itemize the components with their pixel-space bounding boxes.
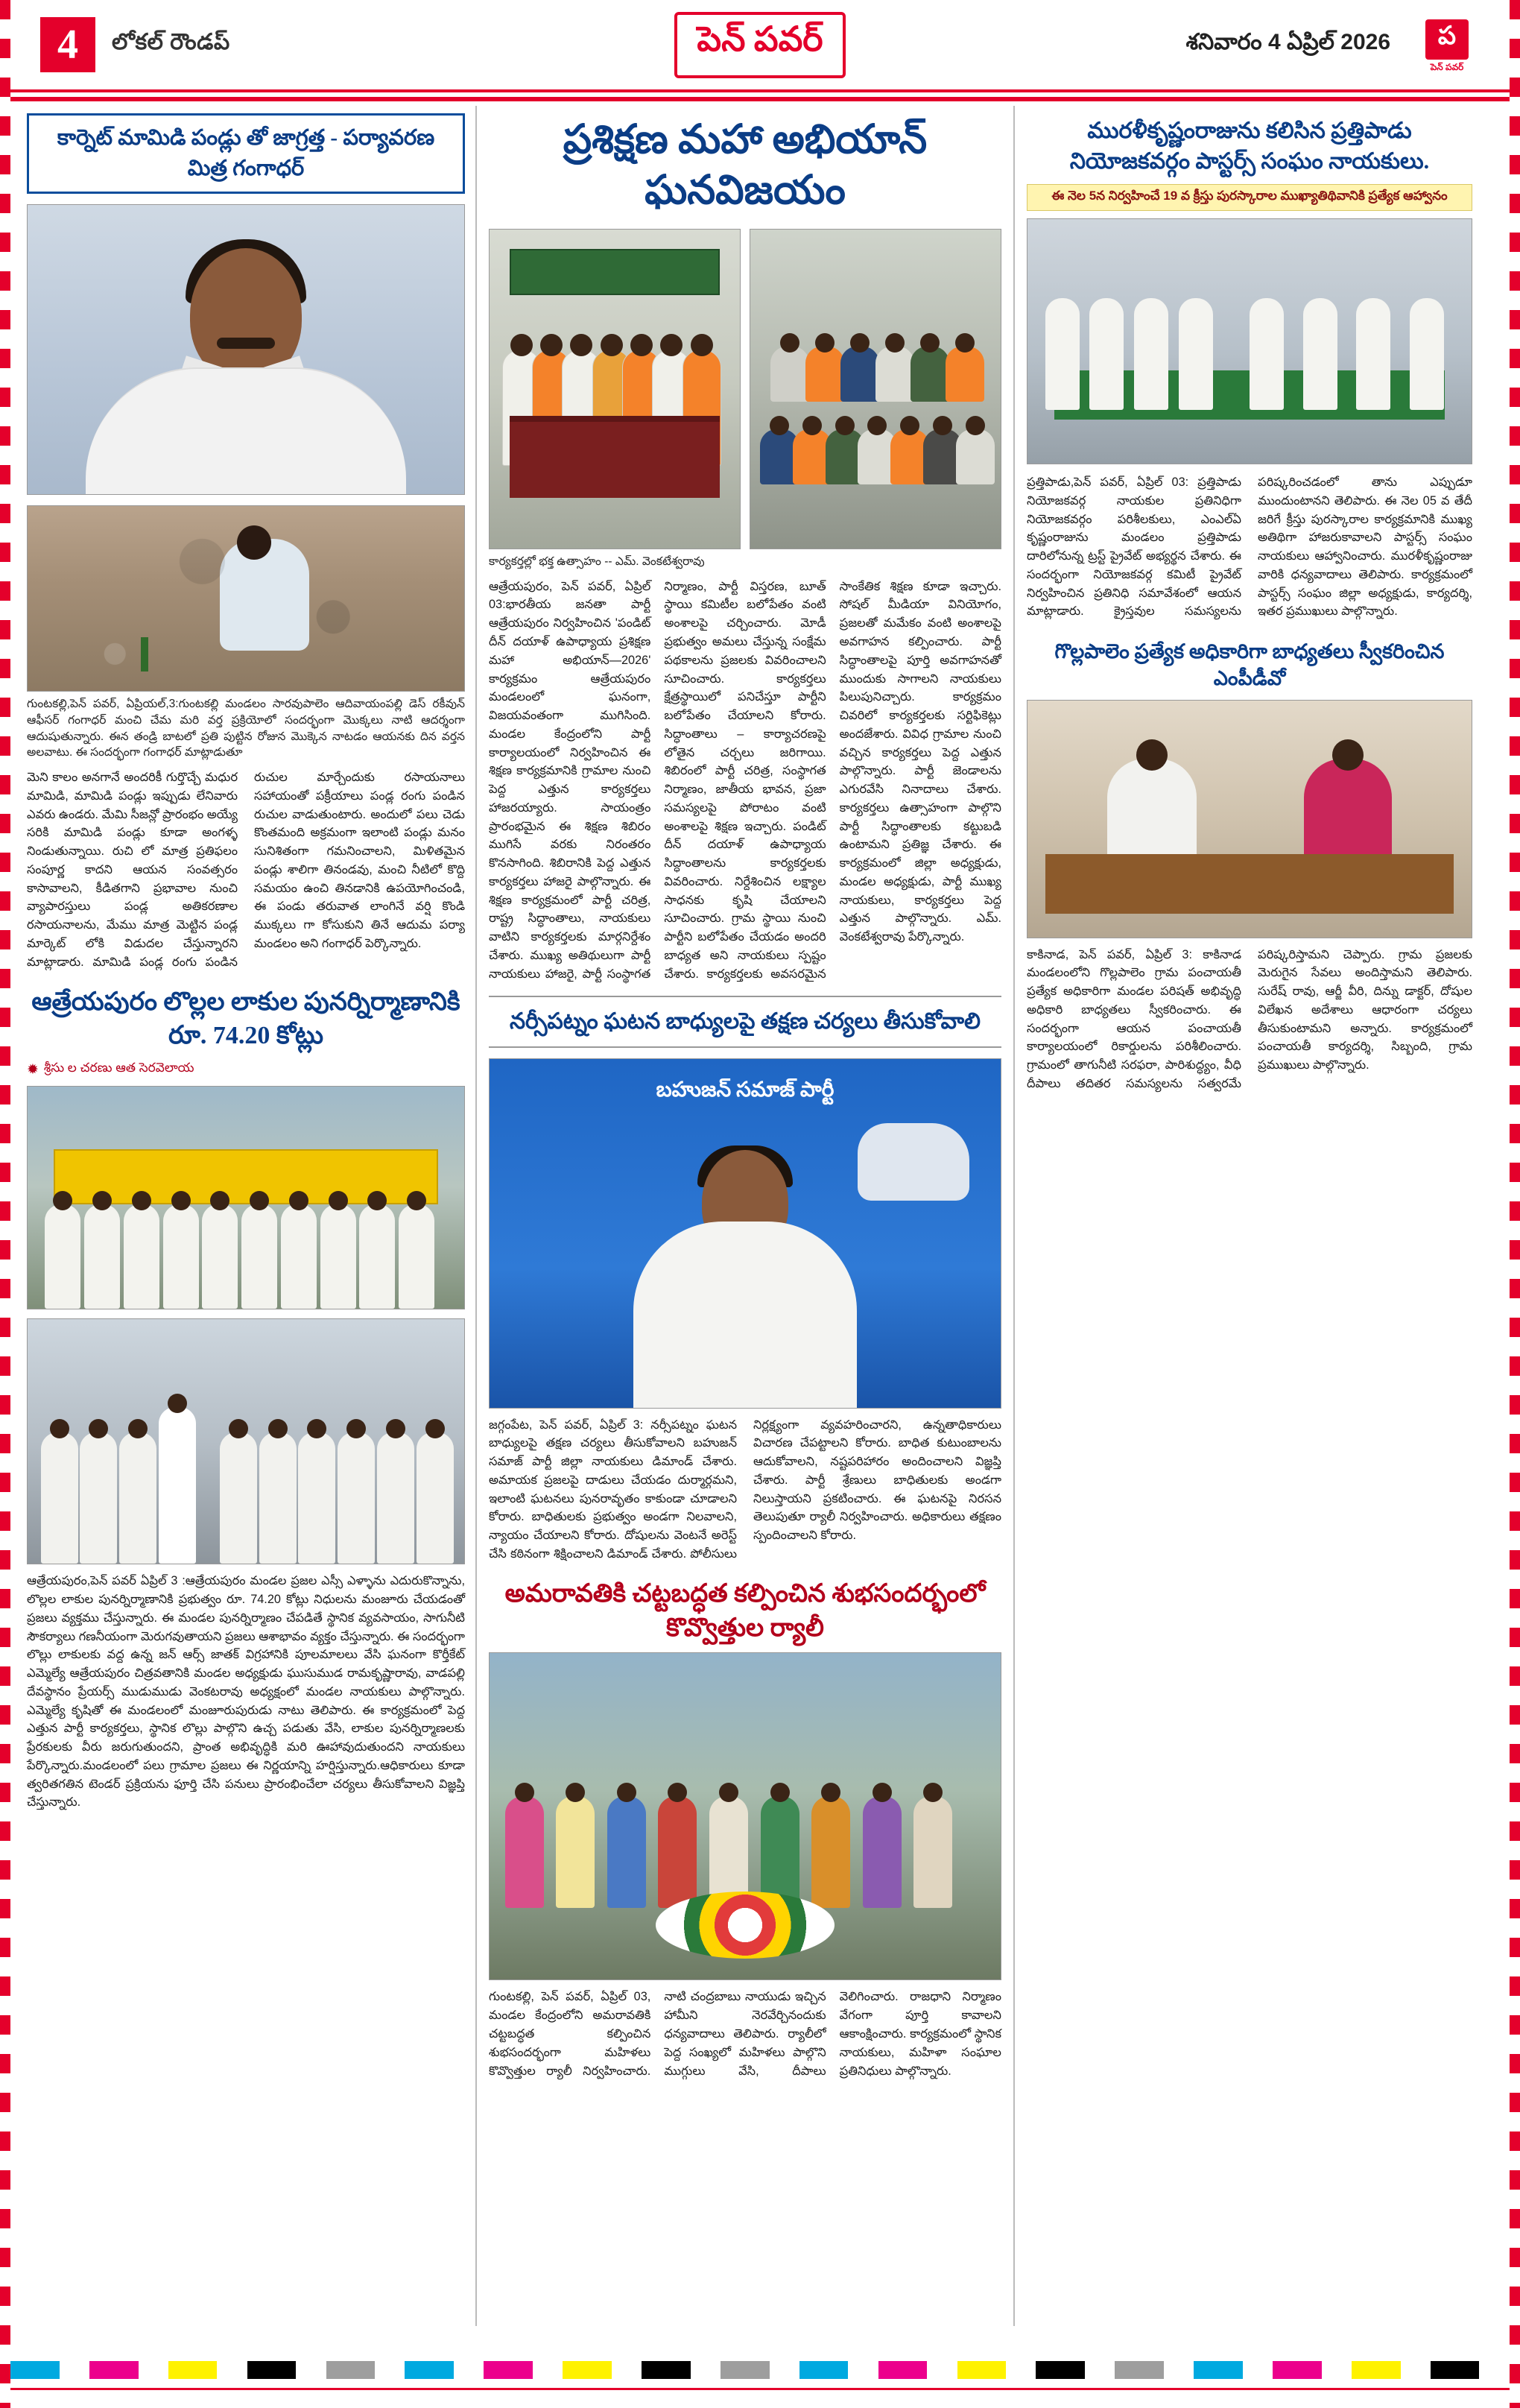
crowd-person bbox=[377, 1432, 414, 1564]
logo-text: పెన్ పవర్ bbox=[1430, 62, 1464, 72]
pastor-person bbox=[1303, 298, 1337, 410]
stage-person-head bbox=[540, 334, 563, 356]
audience-person bbox=[770, 347, 809, 402]
rangoli-design bbox=[656, 1892, 835, 1959]
color-swatch bbox=[721, 2361, 770, 2379]
middle-column bbox=[477, 106, 1013, 2326]
audience-person-head bbox=[850, 333, 870, 353]
left-article-2-body bbox=[27, 1572, 465, 1812]
right-article-2-paragraph: కాకినాడ, పెన్ పవర్, ఏప్రిల్ 3: కాకినాడ మండలంలోని గొల్లపాలెం గ్రామ పంచాయతీ ప్రత్యేక అధికారిగా మండల పరిషత్ అభివృద్ధి అధికారి బాధ్యతలు స్వీకరించారు. ఈ సందర్భంగా ఆయన పంచాయతీ కార్యాలయంలో రికార్డులను పరిశీలించారు. గ్రామంలో తాగునీటి సరఫరా, పారిశుద్ధ్యం, వీధి దీపాలు తదితర సమస్యలను సత్వరమే పరిష్కరిస్తామని చెప్పారు. గ్రామ ప్రజలకు మెరుగైన సేవలు అందిస్తామని తెలిపారు. సురేష్ రావు, ఆర్జీ వీరి, దిన్ను డాక్టర్, దోషుల విలేఖన అదేశాలు ఆధారంగా చర్యలు తీసుకుంటామని అన్నారు. కార్యక్రమంలో పంచాయతీ కార్యదర్శి, సిబ్బంది, గ్రామ ప్రముఖులు పాల్గొన్నారు. bbox=[1027, 947, 1472, 1090]
audience-person-head bbox=[885, 333, 905, 353]
audience-person bbox=[946, 347, 984, 402]
elephant-icon bbox=[858, 1123, 969, 1201]
pastor-person bbox=[1134, 298, 1168, 410]
left-article-1-body bbox=[27, 768, 465, 971]
rally-woman bbox=[811, 1796, 850, 1908]
color-swatch bbox=[405, 2361, 454, 2379]
stage-person-head bbox=[601, 334, 623, 356]
group-person-head bbox=[367, 1191, 387, 1210]
group-person-head bbox=[407, 1191, 426, 1210]
group-person-head bbox=[171, 1191, 191, 1210]
photo-statue-garlanding bbox=[27, 1318, 465, 1564]
photo-pastors-meeting bbox=[1027, 218, 1472, 464]
crowd-person bbox=[338, 1432, 375, 1564]
rally-woman-head bbox=[515, 1783, 534, 1802]
photo-candle-rally bbox=[489, 1652, 1001, 1980]
pastor-person bbox=[1045, 298, 1080, 410]
audience-person bbox=[840, 347, 879, 402]
page-number: 4 bbox=[40, 17, 95, 72]
section-label: లోకల్ రౌండప్ bbox=[112, 29, 230, 54]
audience-row bbox=[750, 333, 1001, 402]
rally-woman-head bbox=[617, 1783, 636, 1802]
office-desk bbox=[1045, 854, 1454, 914]
audience-person bbox=[875, 347, 914, 402]
group-person-head bbox=[329, 1191, 348, 1210]
audience-person bbox=[805, 347, 844, 402]
crowd-statue bbox=[159, 1407, 196, 1564]
lead-article-body bbox=[489, 578, 1001, 984]
stage-person-head bbox=[660, 334, 683, 356]
right-headline-2: గొల్లపాలెం ప్రత్యేక అధికారిగా బాధ్యతలు స్వీకరించిన ఎంపీడీవో bbox=[1054, 639, 1445, 690]
right-article-1-body bbox=[1027, 473, 1472, 625]
group-person-head bbox=[289, 1191, 308, 1210]
group-person-head bbox=[53, 1191, 72, 1210]
color-swatch bbox=[247, 2361, 297, 2379]
crowd-person-head bbox=[229, 1419, 248, 1438]
field-person-body bbox=[220, 539, 309, 651]
photo-lock-rally-banner bbox=[27, 1086, 465, 1309]
group-person bbox=[84, 1204, 120, 1309]
group-person bbox=[320, 1204, 356, 1309]
rally-woman bbox=[913, 1796, 952, 1908]
left-edge-ornament bbox=[0, 0, 10, 2408]
rally-woman bbox=[607, 1796, 646, 1908]
color-swatch bbox=[799, 2361, 849, 2379]
lead-headline: ప్రశిక్షణ మహా అభియాన్ ఘనవిజయం bbox=[563, 117, 928, 212]
group-person bbox=[202, 1204, 238, 1309]
right-column bbox=[1013, 106, 1486, 2326]
office-officer-head bbox=[1136, 739, 1168, 771]
middle-headline-2: నర్సీపట్నం ఘటన బాధ్యులపై తక్షణ చర్యలు తీసుకోవాలి bbox=[489, 996, 1001, 1048]
left-article-1-paragraph: మెని కాలం అనగానే అందరికీ గుర్తొచ్చే మధుర మామిడి, మామిడి పండ్లు ఇప్పుడు లేనివారు ఎవరు ఉండరు. మేమి సీజన్లో ప్రారంభం అయ్యే సరికి మామిడి పండ్లు కూడా అంగళ్ళ నిండుతున్నాయి. రుచి లో మాత్ర ప్రతిఫలం సంపూర్ణ కాదని ఆయన సంవత్సరం కాసావాలని, కీడితగాని ప్రభావాల నుంచి వ్యాపారస్తులు పండ్ల అతికరణాల రసాయనాలను, మేము మాత్ర మెట్టిన పండ్ల మార్కెట్ లోకి విడుదల చేస్తున్నారని మాట్లాడారు. మామిడి పండ్ల రంగు పండిన రుచుల మార్చేందుకు రసాయనాలు సహాయంతో పక్రీయాలు పండ్ల రంగు పండిన రుచుల వాడుతుంటారు. అందులో పలు చెడు కొంతమంది అక్రమంగా ఇలాంటి పండ్లు మనం సునిశితంగా గమనించాలని, మిళితమైన పండ్లు శాలిగా తినండవు, మంచి నీటిలో కొద్ది సమయం ఉంచి తినడానికి ఉపయోగించండి, ఈ పండు తరువాత లాంగినే వర్షి కొండి ముక్కలు గా కోసుకుని తినే ఆదుమ పర్యా మండలం అని గంగాధర్ పెర్కొన్నారు. bbox=[27, 771, 465, 969]
audience-person-head bbox=[770, 416, 789, 435]
color-swatch bbox=[563, 2361, 612, 2379]
group-person bbox=[359, 1204, 395, 1309]
middle-article-2-body bbox=[489, 1416, 1001, 1564]
crowd-person bbox=[417, 1432, 454, 1564]
color-swatch bbox=[10, 2361, 60, 2379]
brand-title: పెన్ పవర్ bbox=[674, 12, 845, 78]
crowd-person-head bbox=[50, 1419, 69, 1438]
group-person bbox=[124, 1204, 159, 1309]
group-person-head bbox=[132, 1191, 151, 1210]
left-column bbox=[10, 106, 477, 2326]
audience-person-head bbox=[933, 416, 952, 435]
pastor-person bbox=[1410, 298, 1444, 410]
audience-person-head bbox=[815, 333, 835, 353]
color-swatch bbox=[484, 2361, 533, 2379]
audience-person-head bbox=[920, 333, 940, 353]
audience-person-head bbox=[966, 416, 985, 435]
footer-rule bbox=[10, 2388, 1510, 2390]
rally-woman bbox=[761, 1796, 799, 1908]
color-swatch bbox=[878, 2361, 928, 2379]
lead-photo-caption: కార్యకర్తల్లో భక్త ఉత్సాహం -- ఎమ్. వెంకటేశ్వరావు bbox=[489, 555, 705, 568]
rally-woman bbox=[505, 1796, 544, 1908]
middle-article-2-paragraph: జగ్గంపేట, పెన్ పవర్, ఏప్రిల్ 3: నర్సీపట్నం ఘటన బాధ్యులపై తక్షణ చర్యలు తీసుకోవాలని బహుజన్ సమాజ్ పార్టీ జిల్లా నాయకులు డిమాండ్ చేశారు. అమాయక ప్రజలపై దాడులు చేయడం దుర్మార్గమని, ఇలాంటి ఘటనలు పునరావృతం కాకుండా చూడాలని కోరారు. బాధితులకు ప్రభుత్వం అండగా నిలవాలని, న్యాయం చేయాలని కోరారు. దోషులను వెంటనే అరెస్ట్ చేసి కఠినంగా శిక్షించాలని డిమాండ్ చేశారు. పోలీసులు నిర్లక్ష్యంగా వ్యవహరించారని, ఉన్నతాధికారులు విచారణ చేపట్టాలని కోరారు. బాధిత కుటుంబాలను ఆదుకోవాలని, నష్టపరిహారం అందించాలని విజ్ఞప్తి చేశారు. పార్టీ శ్రేణులు బాధితులకు అండగా నిలుస్తాయని ప్రకటించారు. ఈ ఘటనపై నిరసన తెలుపుతూ ర్యాలీ నిర్వహించారు. అధికారులు తక్షణం స్పందించాలని కోరారు. bbox=[489, 1418, 1001, 1561]
rally-woman bbox=[863, 1796, 902, 1908]
group-person bbox=[163, 1204, 199, 1309]
left-caption-1: గుంటకల్లి,పెన్ పవర్, ఏప్రియల్,3:గుంటకల్లి మండలం సారవుపాలెం ఆదివాయంపల్లి డెస్ రకీవున్ ఆఫీసర్ గంగాధర్ మంచి చేమ మరి వర్త ప్రక్రియోలో సందర్భంగా మొక్కలు నాటి ఆదర్శంగా ఆదుషుతున్నారు. ఈన తండ్రి బాటలో ప్రతి పుట్టిన రోజున మొక్కెన నాటడం ఆయనకు దిన వర్తన అలవాటు. ఈ సందర్భంగా గంగాధర్ మాట్లాడుతూ bbox=[27, 698, 465, 759]
bsp-leader-body bbox=[633, 1222, 857, 1408]
field-person-head bbox=[237, 525, 271, 560]
logo-mark: ప bbox=[1425, 19, 1469, 60]
photo-sapling-planting bbox=[27, 505, 465, 692]
crowd-person bbox=[119, 1432, 156, 1564]
crowd-person bbox=[80, 1432, 117, 1564]
left-headline-1: కార్నెట్ మామిడి పండ్లు తో జాగ్రత్త - పర్యావరణ మిత్ర గంగాధర్ bbox=[27, 113, 465, 194]
rally-woman bbox=[658, 1796, 697, 1908]
stage-person-head bbox=[691, 334, 713, 356]
audience-person-head bbox=[900, 416, 919, 435]
field-sapling bbox=[141, 637, 148, 671]
publication-logo bbox=[1413, 15, 1481, 79]
pastor-person bbox=[1179, 298, 1213, 410]
masthead-rule bbox=[10, 97, 1510, 101]
stage-banner bbox=[510, 249, 720, 295]
right-article-1-paragraph: ప్రత్తిపాడు,పెన్ పవర్, ఏప్రిల్ 03: ప్రత్తిపాడు నియోజకవర్గ నాయకుల ప్రతినిధిగా నియోజకవర్గం పరిశీలకులు, ఎంఎల్ఏ కృష్ణంరాజును మండలం ప్రత్తిపాడు దారిలోనున్న ట్రస్ట్ ప్రైవేట్ అభ్యర్థన చేశారు. ఈ సందర్భంగా నియోజకవర్గ కమిటీ ప్రైవేట్ నిర్వహించిన ప్రతినిధి సమావేశంలో ఆయన మాట్లాడారు. క్రైస్తవుల సమస్యలను పరిష్కరించడంలో తాను ఎప్పుడూ ముందుంటానని తెలిపారు. ఈ నెల 05 వ తేదీ జరిగే క్రీస్తు పురస్కారాల కార్యక్రమానికి ముఖ్య అతిథిగా హాజరుకావాలని పాస్టర్స్ సంఘం నాయకులు ఆహ్వానించారు. మురళీకృష్ణంరాజు వారికి ధన్యవాదాలు తెలిపారు. కార్యక్రమంలో పాస్టర్స్ సంఘం జిల్లా అధ్యక్షుడు, కార్యదర్శి, ఇతర ప్రముఖులు పాల్గొన్నారు. bbox=[1027, 475, 1472, 619]
lead-article-paragraph: ఆత్రేయపురం, పెన్ పవర్, ఏప్రిల్ 03:భారతీయ జనతా పార్టీ ఆత్రేయపురం నిర్వహించిన 'పండిట్ దీన్ దయాళ్ ఉపాధ్యాయ ప్రశిక్షణ మహా అభియాన్—2026' కార్యక్రమం ఆత్రేయపురం మండలంలో ఘనంగా, విజయవంతంగా ముగిసింది. మండల కేంద్రంలోని పార్టీ కార్యాలయంలో నిర్వహించిన ఈ శిక్షణ కార్యక్రమానికి గ్రామాల నుంచి పెద్ద ఎత్తున కార్యకర్తలు హాజరయ్యారు. సాయంత్రం ప్రారంభమైన ఈ శిక్షణ శిబిరం ముగిసే వరకు నిరంతరం కొనసాగింది. శిబిరానికి పెద్ద ఎత్తున కార్యకర్తలు హాజరై పాల్గొన్నారు. ఈ శిక్షణ కార్యక్రమంలో పార్టీ చరిత్ర, రాష్ట్ర సిద్ధాంతాలు, నాయకులు వాటిని కార్యకర్తలకు మార్గనిర్దేశం చేశారు. ముఖ్య అతిథులుగా పార్టీ నాయకులు హాజరై, పార్టీ సంస్థాగత నిర్మాణం, పార్టీ విస్తరణ, బూత్ స్థాయి కమిటీల బలోపేతం వంటి అంశాలపై చర్చించారు. మోడీ ప్రభుత్వం అమలు చేస్తున్న సంక్షేమ పథకాలను ప్రజలకు వివరించాలని సూచించారు. కార్యకర్తలు క్షేత్రస్థాయిలో పనిచేస్తూ పార్టీని బలోపేతం చేయాలని కోరారు. సిద్ధాంతాలు – కార్యాచరణపై లోతైన చర్చలు జరిగాయి. శిబిరంలో పార్టీ చరిత్ర, సంస్థాగత నిర్మాణం, జాతీయ భావన, ప్రజా సమస్యలపై పోరాటం వంటి అంశాలపై శిక్షణ ఇచ్చారు. పండిట్ దీన్ దయాళ్ ఉపాధ్యాయ సిద్ధాంతాలను కార్యకర్తలకు వివరించారు. నిర్దేశించిన లక్ష్యాల సాధనకు కృషి చేయాలని సూచించారు. గ్రామ స్థాయి నుంచి పార్టీని బలోపేతం చేయడం అందరి బాధ్యత అని నాయకులు స్పష్టం చేశారు. కార్యకర్తలకు అవసరమైన సాంకేతిక శిక్షణ కూడా ఇచ్చారు. సోషల్ మీడియా వినియోగం, ప్రజలతో మమేకం వంటి అంశాలపై అవగాహన కల్పించారు. పార్టీ సిద్ధాంతాలపై పూర్తి అవగాహనతో ముందుకు సాగాలని నాయకులు పిలుపునిచ్చారు. కార్యక్రమం చివరిలో కార్యకర్తలకు సర్టిఫికెట్లు అందజేశారు. వివిధ గ్రామాల నుంచి వచ్చిన కార్యకర్తలు పెద్ద ఎత్తున పాల్గొన్నారు. పార్టీ జెండాలను ఎగురవేసి నినాదాలు చేశారు. కార్యకర్తలు ఉత్సాహంగా పాల్గొని పార్టీ సిద్ధాంతాలకు కట్టుబడి ఉంటామని ప్రతిజ్ఞ చేశారు. ఈ కార్యక్రమంలో జిల్లా అధ్యక్షుడు, మండల అధ్యక్షుడు, పార్టీ ముఖ్య నాయకులు, కార్యకర్తలు పెద్ద ఎత్తున పాల్గొన్నారు. ఎమ్. వెంకటేశ్వరావు పేర్కొన్నారు. bbox=[489, 579, 1001, 981]
crowd-person-head bbox=[346, 1419, 366, 1438]
left-byline-2-text: శ్రీసు ల చరణు ఆత సెరవెలాయ bbox=[43, 1061, 194, 1075]
audience-person-head bbox=[955, 333, 975, 353]
stage-person-head bbox=[570, 334, 592, 356]
masthead bbox=[10, 0, 1510, 92]
color-swatch bbox=[1194, 2361, 1243, 2379]
portrait-shirt bbox=[86, 367, 406, 494]
color-swatch bbox=[1115, 2361, 1164, 2379]
audience-person-head bbox=[780, 333, 799, 353]
portrait-moustache bbox=[217, 338, 275, 349]
crowd-person bbox=[41, 1432, 78, 1564]
color-swatch bbox=[1352, 2361, 1401, 2379]
middle-article-3-body bbox=[489, 1988, 1001, 2082]
color-swatch bbox=[642, 2361, 691, 2379]
page-content bbox=[10, 106, 1510, 2326]
color-swatch bbox=[168, 2361, 218, 2379]
stage-table bbox=[510, 416, 720, 498]
rally-woman-head bbox=[770, 1783, 790, 1802]
star-icon: ✹ bbox=[27, 1061, 39, 1078]
rally-woman-head bbox=[873, 1783, 892, 1802]
right-headline-1: మురళీకృష్ణంరాజును కలిసిన ప్రత్తిపాడు నియోజకవర్గం పాస్టర్స్ సంఘం నాయకులు. bbox=[1069, 118, 1430, 174]
color-swatch bbox=[1273, 2361, 1322, 2379]
stage-person-head bbox=[510, 334, 533, 356]
color-swatch bbox=[1036, 2361, 1085, 2379]
group-person bbox=[281, 1204, 317, 1309]
color-swatch bbox=[957, 2361, 1007, 2379]
pastor-person bbox=[1356, 298, 1390, 410]
rally-woman-head bbox=[566, 1783, 585, 1802]
office-woman-head bbox=[1332, 739, 1364, 771]
middle-article-3-paragraph: గుంటకల్లి, పెన్ పవర్, ఏప్రిల్ 03, మండల కేంద్రంలోని అమరావతికి చట్టబద్ధత కల్పించిన శుభసందర్భంగా మహిళలు కొవ్వొత్తుల ర్యాలీ నిర్వహించారు. నాటి చంద్రబాబు నాయుడు ఇచ్చిన హామీని నెరవేర్చినందుకు ధన్యవాదాలు తెలిపారు. ర్యాలీలో పెద్ద సంఖ్యలో మహిళలు పాల్గొని ముగ్గులు వేసి, దీపాలు వెలిగించారు. రాజధాని నిర్మాణం వేగంగా పూర్తి కావాలని ఆకాంక్షించారు. కార్యక్రమంలో స్థానిక నాయకులు, మహిళా సంఘాల ప్రతినిధులు పాల్గొన్నారు. bbox=[489, 1990, 1001, 2078]
audience-person bbox=[911, 347, 949, 402]
photo-mpdo-taking-charge bbox=[1027, 700, 1472, 938]
photo-audience-hall bbox=[750, 229, 1001, 549]
rally-woman-head bbox=[668, 1783, 687, 1802]
group-person-head bbox=[210, 1191, 229, 1210]
photo-party-leaders-on-stage bbox=[489, 229, 741, 549]
rally-woman-head bbox=[923, 1783, 943, 1802]
rally-woman-head bbox=[719, 1783, 738, 1802]
crowd-statue-head bbox=[168, 1394, 187, 1413]
crowd-person-head bbox=[425, 1419, 445, 1438]
color-swatch bbox=[89, 2361, 139, 2379]
left-byline-2 bbox=[27, 1061, 465, 1078]
crowd-person bbox=[298, 1432, 335, 1564]
crowd-person-head bbox=[89, 1419, 108, 1438]
crowd-person-head bbox=[307, 1419, 326, 1438]
audience-person-head bbox=[802, 416, 822, 435]
edition-date: శనివారం 4 ఏప్రిల్ 2026 bbox=[1185, 30, 1390, 54]
photo-gangadhar-portrait bbox=[27, 204, 465, 495]
crowd-person-head bbox=[386, 1419, 405, 1438]
lead-photo-pair bbox=[489, 229, 1001, 549]
right-ribbon-note: ఈ నెల 5న నిర్వహించే 19 వ క్రీస్తు పురస్కారాల ముఖ్యాతిథివానికి ప్రత్యేక ఆహ్వానం bbox=[1027, 184, 1472, 211]
crowd-person-head bbox=[268, 1419, 288, 1438]
crowd-person-head bbox=[128, 1419, 148, 1438]
stage-person-head bbox=[630, 334, 653, 356]
color-swatch bbox=[326, 2361, 376, 2379]
group-person bbox=[45, 1204, 80, 1309]
pastor-person bbox=[1250, 298, 1284, 410]
pastor-person bbox=[1089, 298, 1124, 410]
left-headline-2: ఆత్రేయపురం లొల్లల లాకుల పునర్నిర్మాణానికి రూ. 74.20 కోట్లు bbox=[31, 987, 460, 1050]
group-person bbox=[399, 1204, 434, 1309]
right-edge-ornament bbox=[1510, 0, 1520, 2408]
color-swatch bbox=[1431, 2361, 1480, 2379]
crowd-person bbox=[259, 1432, 297, 1564]
bsp-flag-text: బహుజన్ సమాజ్ పార్టీ bbox=[656, 1078, 835, 1102]
audience-person-head bbox=[867, 416, 887, 435]
left-article-2-paragraph: ఆత్రేయపురం,పెన్ పవర్ ఏప్రిల్ 3 :ఆత్రేయపురం మండల ప్రజల ఎస్సీ ఎళ్ళాను ఎదురుకొన్నాను, లొల్లల లాకుల పునర్నిర్మాణానికి ప్రభుత్వం రూ. 74.20 కోట్లు నిధులను మంజూరు చేయడంతో ప్రజలు వ్యక్తము చేస్తున్నారు. ఈ మండల పునర్నిర్మాణం చేపడితే స్థానిక వ్యవసాయం, సాగునీటి సౌకర్యాలు గణనీయంగా మెరుగవుతాయని ప్రజలు ఆశాభావం వ్యక్తం చేస్తున్నారు. ఈ సందర్భంగా లొల్లు లాకులకు వద్ద ఉన్న జన్ ఆర్స్ జాతక్ విగ్రహానికి పూలమాలలు వేసి ఘనంగా కొర్తీకేట్ ఎమ్మెల్యే ఆత్రేయపురం చిత్రవతానికి మండల అధ్యక్షుడు ఘుసుముడ రామకృష్ణారావు, వాడపల్లి దేవస్థానం ప్రేయర్స్ ముడుముడు వెంకటరావు అధ్యక్షంలో మండల నాయకులు పాల్గొన్నారు. ఎమ్మెల్యే కృషితో ఈ మండలంలో మంజూరుపురుడు నాటు తెలిపారు. ఈ కార్యక్రమంలో పెద్ద ఎత్తున పార్టీ కార్యకర్తలు, స్థానిక లొల్లు పాల్గొని ఉచ్చ పడుతు వేసి, లాకుల పునర్నిర్మాణలకు ప్రేరకులకు వీరు జరుగుతుందని, ప్రాంత అభివృద్ధికి మరి ఊహావుదుతుందని నాయకులు పేర్కొన్నారు.మండలంలో పలు గ్రామాల ప్రజలు ఈ నిర్ణయాన్ని హర్షిస్తున్నారు.ఆధికారులు కూడా త్వరితగతిన టెండర్ ప్రక్రియను ఫూర్తి చేసి పనులు ప్రారంభించేలా చర్యలు తీసుకోవాలని విజ్ఞప్తి చేస్తున్నారు. bbox=[27, 1574, 466, 1810]
audience-person-head bbox=[835, 416, 855, 435]
rally-woman bbox=[556, 1796, 595, 1908]
group-person bbox=[241, 1204, 277, 1309]
audience-person bbox=[956, 429, 995, 484]
registration-color-bar bbox=[10, 2357, 1510, 2383]
group-person-head bbox=[92, 1191, 112, 1210]
middle-headline-3: అమరావతికి చట్టబద్ధత కల్పించిన శుభసందర్భంలో కొవ్వొత్తుల ర్యాలీ bbox=[504, 1579, 986, 1642]
rally-woman-head bbox=[821, 1783, 840, 1802]
photo-bsp-leader bbox=[489, 1058, 1001, 1409]
audience-row bbox=[750, 416, 1001, 484]
group-person-head bbox=[250, 1191, 269, 1210]
crowd-person bbox=[220, 1432, 257, 1564]
right-article-2-body bbox=[1027, 946, 1472, 1093]
